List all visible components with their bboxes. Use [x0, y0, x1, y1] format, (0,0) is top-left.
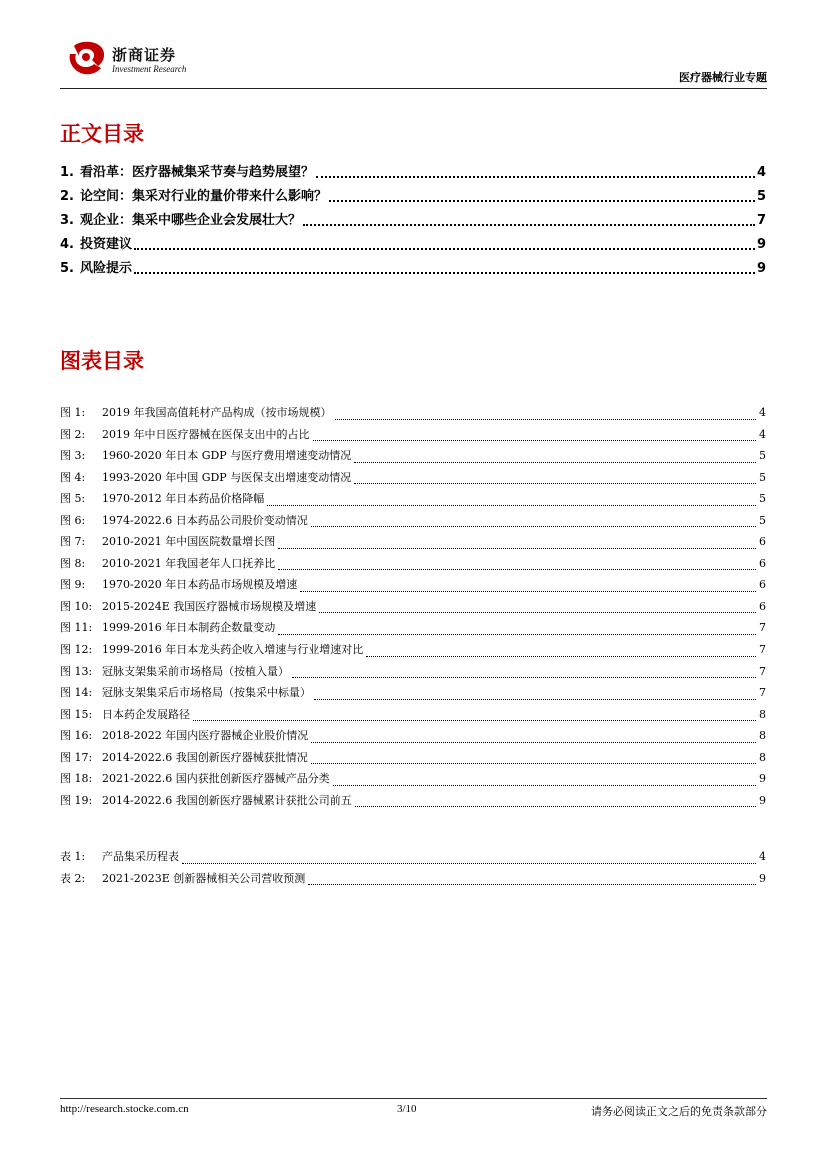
figure-leader — [366, 656, 756, 657]
figure-item[interactable] — [60, 533, 766, 555]
toc-item[interactable] — [60, 257, 766, 281]
table-item[interactable] — [60, 848, 766, 870]
toc-leader — [303, 224, 755, 226]
figures-title: 图表目录 — [60, 349, 144, 373]
toc-list — [60, 161, 766, 281]
figure-label: 图 11: — [60, 621, 93, 635]
figure-item[interactable] — [60, 749, 766, 771]
figure-label: 图 18: — [60, 772, 93, 786]
figure-title[interactable]: 1960-2020 年日本 GDP 与医疗费用增速变动情况 — [102, 449, 352, 463]
figure-item[interactable] — [60, 684, 766, 706]
table-leader — [182, 863, 756, 864]
figure-item[interactable] — [60, 555, 766, 577]
table-title[interactable]: 产品集采历程表 — [102, 850, 179, 863]
figure-label: 图 8: — [60, 556, 86, 570]
table-page[interactable]: 9 — [759, 871, 766, 885]
toc-leader — [329, 200, 755, 202]
figure-page[interactable]: 4 — [759, 427, 766, 441]
figure-page[interactable]: 7 — [759, 643, 766, 657]
figure-leader — [278, 548, 756, 549]
figure-title[interactable]: 1970-2012 年日本药品价格降幅 — [102, 492, 265, 506]
figure-title[interactable]: 2015-2024E 我国医疗器械市场规模及增速 — [102, 599, 317, 613]
table-leader — [308, 884, 756, 885]
figure-page[interactable]: 7 — [759, 686, 766, 700]
toc-item-number: 2. — [60, 189, 74, 204]
figure-leader — [354, 483, 756, 484]
company-logo-icon — [66, 40, 106, 76]
toc-leader — [316, 176, 755, 178]
report-type: 医疗器械行业专题 — [679, 71, 767, 84]
footer-url[interactable]: http://research.stocke.com.cn — [60, 1103, 189, 1115]
figure-page[interactable]: 5 — [759, 470, 766, 484]
figure-leader — [267, 505, 756, 506]
figure-title[interactable]: 冠脉支架集采前市场格局（按植入量） — [102, 664, 289, 678]
figure-leader — [333, 785, 756, 786]
table-title[interactable]: 2021-2023E 创新器械相关公司营收预测 — [102, 871, 306, 885]
figure-page[interactable]: 6 — [759, 556, 766, 570]
figure-leader — [311, 742, 756, 743]
figure-leader — [314, 699, 756, 700]
toc-item-number: 1. — [60, 165, 74, 180]
figure-list — [60, 404, 766, 813]
figure-leader — [300, 591, 756, 592]
table-label: 表 2: — [60, 871, 86, 885]
figure-title[interactable]: 1970-2020 年日本药品市场规模及增速 — [102, 578, 298, 592]
figure-leader — [355, 806, 756, 807]
toc-leader — [134, 248, 755, 250]
toc-item-number: 3. — [60, 213, 74, 228]
figure-label: 图 3: — [60, 449, 86, 463]
figure-page[interactable]: 6 — [759, 535, 766, 549]
figure-item[interactable] — [60, 447, 766, 469]
figure-page[interactable]: 4 — [759, 406, 766, 419]
figure-page[interactable]: 9 — [759, 793, 766, 807]
table-page[interactable]: 4 — [759, 850, 766, 863]
figure-item[interactable] — [60, 792, 766, 814]
table-item[interactable] — [60, 870, 766, 892]
toc-title: 正文目录 — [60, 122, 144, 146]
toc-item-page[interactable]: 7 — [756, 213, 766, 228]
figure-leader — [292, 677, 756, 678]
figure-page[interactable]: 6 — [759, 599, 766, 613]
figure-label: 图 15: — [60, 707, 93, 721]
figure-page[interactable]: 8 — [759, 750, 766, 764]
figure-title[interactable]: 1974-2022.6 日本药品公司股价变动情况 — [102, 513, 308, 527]
figure-page[interactable]: 5 — [759, 492, 766, 506]
figure-leader — [311, 526, 756, 527]
header-divider — [60, 88, 767, 89]
figure-item[interactable] — [60, 641, 766, 663]
toc-item[interactable] — [60, 161, 766, 185]
figure-label: 图 7: — [60, 535, 86, 549]
toc-item[interactable] — [60, 185, 766, 209]
figure-page[interactable]: 6 — [759, 578, 766, 592]
figure-title[interactable]: 1993-2020 年中国 GDP 与医保支出增速变动情况 — [102, 470, 352, 484]
figure-item[interactable] — [60, 663, 766, 685]
figure-item[interactable] — [60, 598, 766, 620]
figure-title[interactable]: 2010-2021 年中国医院数量增长图 — [102, 535, 276, 549]
toc-item-page[interactable]: 9 — [756, 261, 766, 276]
figure-leader — [335, 419, 757, 420]
figure-label: 图 9: — [60, 578, 86, 592]
figure-item[interactable] — [60, 770, 766, 792]
figure-label: 图 6: — [60, 513, 86, 527]
table-label: 表 1: — [60, 850, 86, 863]
figure-title[interactable]: 1999-2016 年日本制药企数量变动 — [102, 621, 276, 635]
toc-item-title[interactable]: 看沿革：医疗器械集采节奏与趋势展望？ — [79, 165, 314, 180]
figure-item[interactable] — [60, 619, 766, 641]
toc-item-title[interactable]: 论空间：集采对行业的量价带来什么影响？ — [79, 189, 327, 204]
toc-item-number: 4. — [60, 237, 74, 252]
disclaimer-note: 请务必阅读正文之后的免责条款部分 — [591, 1105, 767, 1118]
figure-label: 图 17: — [60, 750, 93, 764]
figure-page[interactable]: 9 — [759, 772, 766, 786]
toc-item[interactable] — [60, 209, 766, 233]
figure-label: 图 14: — [60, 686, 93, 700]
figure-item[interactable] — [60, 727, 766, 749]
figure-title[interactable]: 1999-2016 年日本龙头药企收入增速与行业增速对比 — [102, 643, 364, 657]
figure-leader — [354, 462, 756, 463]
figure-label: 图 5: — [60, 492, 86, 506]
footer-divider — [60, 1098, 767, 1099]
figure-leader — [278, 569, 756, 570]
figure-title[interactable]: 冠脉支架集采后市场格局（按集采中标量） — [102, 686, 311, 700]
figure-title[interactable]: 2018-2022 年国内医疗器械企业股价情况 — [102, 729, 309, 743]
toc-leader — [134, 272, 755, 274]
figure-label: 图 13: — [60, 664, 93, 678]
figure-label: 图 16: — [60, 729, 93, 743]
figure-leader — [311, 763, 756, 764]
figure-item[interactable] — [60, 404, 766, 426]
toc-item-title[interactable]: 风险提示 — [79, 261, 132, 276]
toc-item-page[interactable]: 4 — [756, 165, 766, 180]
page-number: 3/10 — [397, 1103, 417, 1115]
toc-item-page[interactable]: 9 — [756, 237, 766, 252]
company-name-cn: 浙商证券 — [112, 46, 177, 64]
toc-item-title[interactable]: 投资建议 — [79, 237, 132, 252]
figure-label: 图 12: — [60, 643, 93, 657]
figure-page[interactable]: 7 — [759, 664, 766, 678]
figure-label: 图 19: — [60, 793, 93, 807]
figure-leader — [313, 440, 757, 441]
figure-leader — [193, 720, 756, 721]
figure-label: 图 2: — [60, 427, 86, 441]
toc-item-title[interactable]: 观企业：集采中哪些企业会发展壮大？ — [79, 213, 301, 228]
figure-title[interactable]: 2014-2022.6 我国创新医疗器械获批情况 — [102, 750, 308, 764]
figure-title[interactable]: 2021-2022.6 国内获批创新医疗器械产品分类 — [102, 772, 330, 786]
figure-title[interactable]: 2019 年中日医疗器械在医保支出中的占比 — [102, 427, 310, 441]
figure-page[interactable]: 8 — [759, 729, 766, 743]
figure-title[interactable]: 日本药企发展路径 — [102, 707, 190, 721]
table-list — [60, 848, 766, 891]
figure-item[interactable] — [60, 706, 766, 728]
figure-item[interactable] — [60, 426, 766, 448]
figure-label: 图 4: — [60, 470, 86, 484]
figure-item[interactable] — [60, 576, 766, 598]
figure-page[interactable]: 5 — [759, 513, 766, 527]
figure-leader — [319, 612, 756, 613]
figure-item[interactable] — [60, 490, 766, 512]
figure-label: 图 1: — [60, 406, 86, 419]
figure-leader — [278, 634, 756, 635]
toc-item[interactable] — [60, 233, 766, 257]
figure-title[interactable]: 2014-2022.6 我国创新医疗器械累计获批公司前五 — [102, 793, 352, 807]
figure-item[interactable] — [60, 469, 766, 491]
figure-item[interactable] — [60, 512, 766, 534]
figure-page[interactable]: 8 — [759, 707, 766, 721]
figure-label: 图 10: — [60, 599, 93, 613]
toc-item-number: 5. — [60, 261, 74, 276]
figure-title[interactable]: 2019 年我国高值耗材产品构成（按市场规模） — [102, 406, 332, 419]
figure-title[interactable]: 2010-2021 年我国老年人口抚养比 — [102, 556, 276, 570]
company-name-en: Investment Research — [112, 64, 187, 74]
figure-page[interactable]: 5 — [759, 449, 766, 463]
toc-item-page[interactable]: 5 — [756, 189, 766, 204]
figure-page[interactable]: 7 — [759, 621, 766, 635]
